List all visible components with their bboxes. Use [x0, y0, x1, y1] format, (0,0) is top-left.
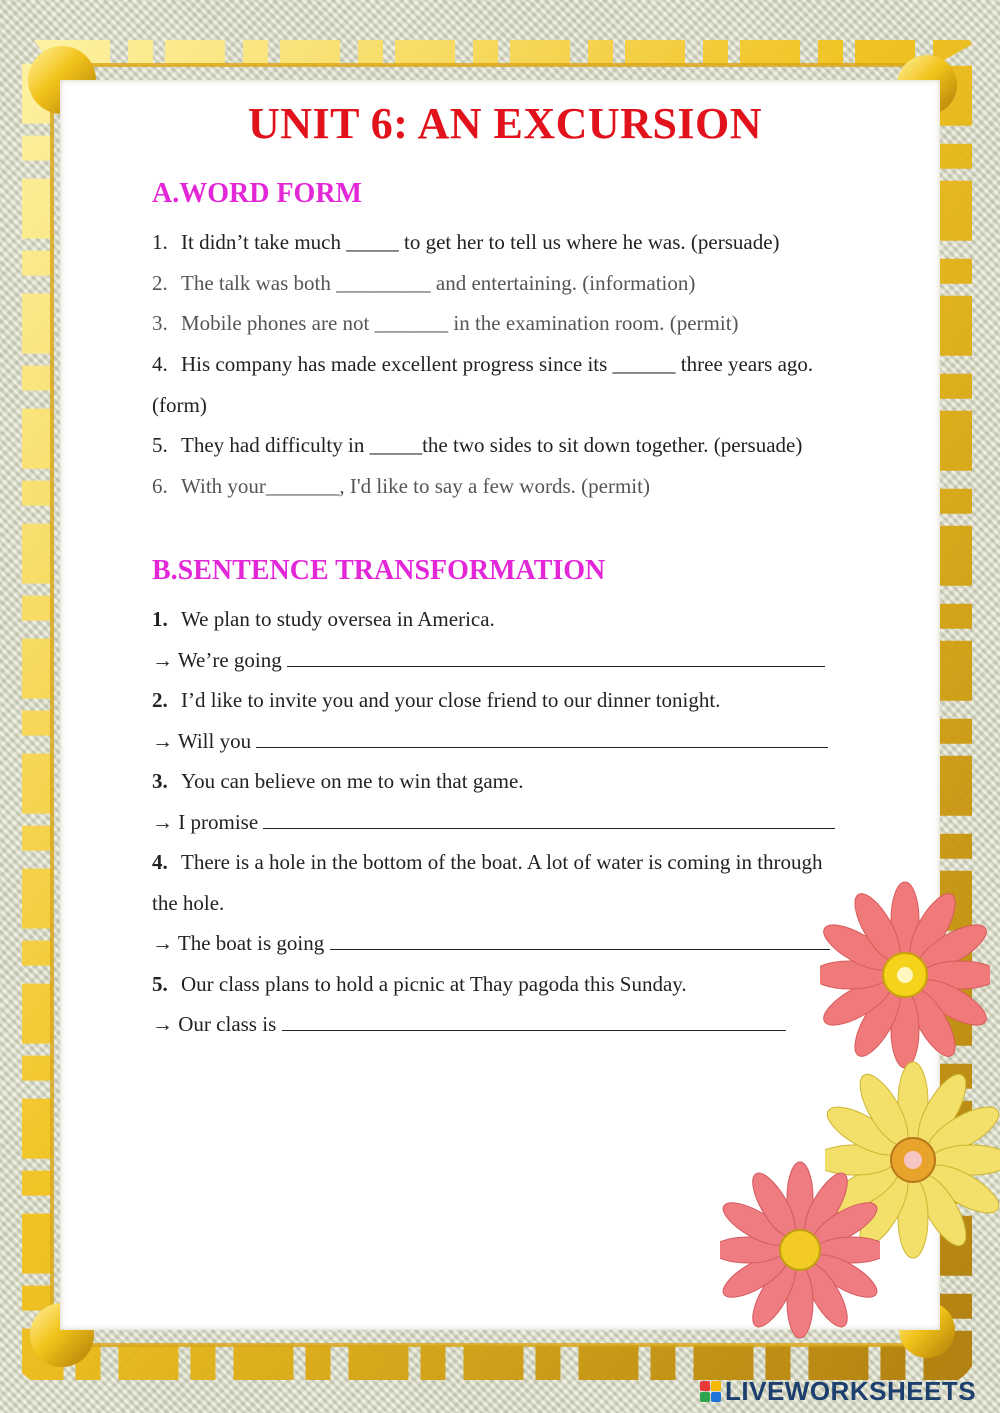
item-number: 5. [152, 972, 168, 996]
answer-line[interactable] [263, 810, 835, 829]
answer-blank[interactable]: _____ [346, 230, 399, 254]
transformation-answer-4 [152, 931, 830, 955]
transformation-answer-1 [152, 648, 825, 672]
section-b-heading: B.SENTENCE TRANSFORMATION [152, 555, 606, 586]
answer-prompt: → Will you [152, 729, 252, 753]
transformation-item-5 [152, 972, 687, 996]
answer-prompt: → Our class is [152, 1012, 277, 1036]
transformation-answer-2 [152, 729, 828, 753]
item-text-before: His company has made excellent progress since its [181, 352, 613, 376]
item-text-before: With your [181, 474, 266, 498]
word-form-item-5 [152, 433, 802, 457]
word-form-item-1 [152, 230, 780, 254]
item-text: Our class plans to hold a picnic at Thay pagoda this Sunday. [181, 972, 687, 996]
item-number: 2. [152, 271, 168, 295]
item-text-continued: the hole. [152, 891, 225, 915]
transformation-answer-5 [152, 1012, 786, 1036]
transformation-item-4-cont [152, 891, 224, 915]
item-number: 4. [152, 850, 168, 874]
answer-prompt: → I promise [152, 810, 259, 834]
answer-line[interactable] [282, 1012, 786, 1031]
item-number: 1. [152, 230, 168, 254]
transformation-item-1 [152, 607, 495, 631]
liveworksheets-logo-icon [700, 1381, 721, 1402]
pink-flower-small-icon [720, 1150, 880, 1350]
word-form-item-2 [152, 271, 695, 295]
word-form-item-3 [152, 311, 739, 335]
word-form-item-4 [152, 352, 813, 376]
answer-prompt: → We’re going [152, 648, 282, 672]
item-number: 5. [152, 433, 168, 457]
item-text: I’d like to invite you and your close friend to our dinner tonight. [181, 688, 721, 712]
item-text: There is a hole in the bottom of the boat. A lot of water is coming in through [181, 850, 823, 874]
word-form-item-6 [152, 474, 650, 498]
item-text-before: They had difficulty in [181, 433, 370, 457]
item-text-before: The talk was both [181, 271, 337, 295]
item-number: 3. [152, 311, 168, 335]
transformation-item-3 [152, 769, 524, 793]
item-text: You can believe on me to win that game. [181, 769, 524, 793]
item-text: We plan to study oversea in America. [181, 607, 495, 631]
answer-blank[interactable]: _______ [265, 474, 340, 498]
pink-flower-icon [820, 880, 990, 1070]
section-a-heading: A.WORD FORM [152, 178, 362, 209]
watermark-text: LIVEWORKSHEETS [725, 1375, 977, 1406]
transformation-item-2 [152, 688, 720, 712]
answer-blank[interactable]: _________ [336, 271, 431, 295]
item-number: 6. [152, 474, 168, 498]
item-text-before: Mobile phones are not [181, 311, 375, 335]
transformation-answer-3 [152, 810, 835, 834]
answer-prompt: → The boat is going [152, 931, 325, 955]
item-text-after: the two sides to sit down together. (persuade) [422, 433, 803, 457]
answer-line[interactable] [256, 729, 828, 748]
transformation-item-4 [152, 850, 823, 874]
word-form-item-4-cont [152, 393, 207, 417]
item-text-after: to get her to tell us where he was. (persuade) [398, 230, 780, 254]
item-text-continued: (form) [152, 393, 207, 417]
item-text-after: three years ago. [675, 352, 814, 376]
answer-blank[interactable]: ______ [612, 352, 676, 376]
answer-blank[interactable]: _____ [369, 433, 423, 457]
item-number: 4. [152, 352, 168, 376]
item-text-after: in the examination room. (permit) [448, 311, 739, 335]
item-number: 2. [152, 688, 168, 712]
item-text-after: , I'd like to say a few words. (permit) [339, 474, 650, 498]
item-text-after: and entertaining. (information) [430, 271, 696, 295]
item-number: 1. [152, 607, 168, 631]
answer-line[interactable] [287, 648, 825, 667]
page-title: UNIT 6: AN EXCURSION [248, 99, 763, 148]
liveworksheets-watermark [700, 1376, 976, 1406]
answer-blank[interactable]: _______ [374, 311, 449, 335]
answer-line[interactable] [330, 931, 830, 950]
item-number: 3. [152, 769, 168, 793]
item-text-before: It didn’t take much [181, 230, 347, 254]
